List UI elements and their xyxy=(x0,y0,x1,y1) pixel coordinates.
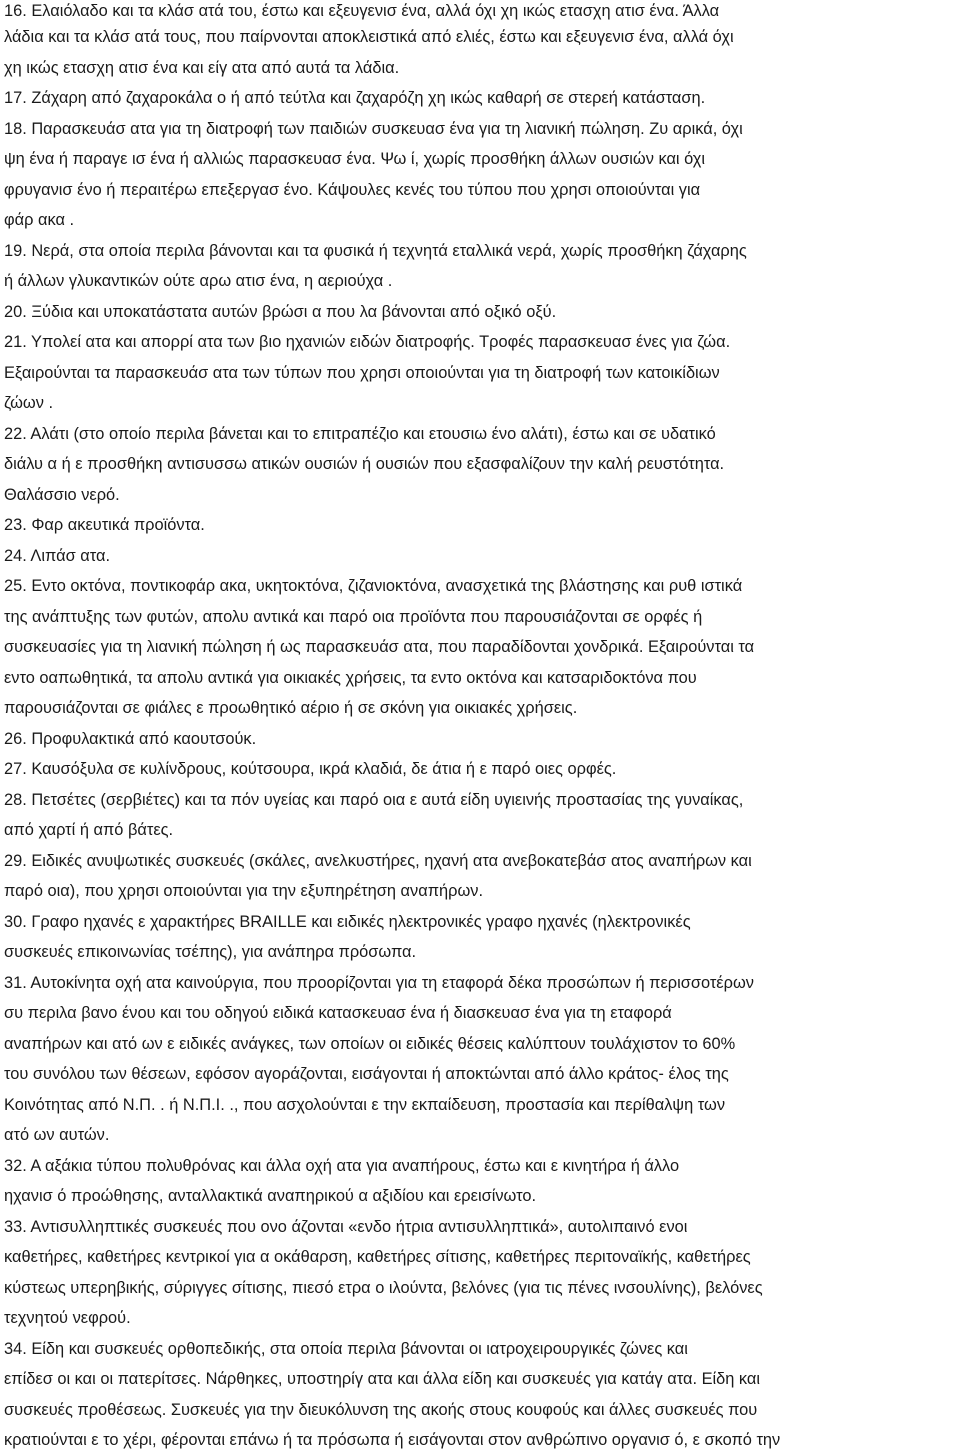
text-line: κύστεως υπερηβικής, σύριγγες σίτισης, πιεσό ετρα ο ιλούντα, βελόνες (για τις πένες ινσουλίνης), βελόνες xyxy=(4,1278,763,1297)
text-line: κρατιούνται ε το χέρι, φέρονται επάνω ή τα πρόσωπα ή εισάγονται στον ανθρώπινο οργανισ ό, ε σκοπό την xyxy=(4,1431,781,1449)
text-line: 28. Πετσέτες (σερβιέτες) και τα πόν υγείας και παρό οια ε αυτά είδη υγιεινής προστασίας της γυναίκας, xyxy=(4,790,744,809)
text-line: 17. Ζάχαρη από ζαχαροκάλα ο ή από τεύτλα και ζαχαρόζη χη ικώς καθαρή σε στερεή κατάσταση. xyxy=(4,89,706,107)
text-line: ζώων . xyxy=(4,394,54,412)
text-line: 33. Αντισυλληπτικές συσκευές που ονο άζονται «ενδο ήτρια αντισυλληπτικά», αυτολιπαινό ενοι xyxy=(4,1217,688,1236)
text-line: 31. Αυτοκίνητα οχή ατα καινούργια, που προορίζονται για τη εταφορά δέκα προσώπων ή περισσοτέρων xyxy=(4,973,754,992)
text-line: από χαρτί ή από βάτες. xyxy=(4,821,174,839)
text-line: Θαλάσσιο νερό. xyxy=(4,485,120,504)
text-line: 18. Παρασκευάσ ατα για τη διατροφή των παιδιών συσκευασ ένα για τη λιανική πώληση. Ζυ αρικά, όχι xyxy=(4,119,743,138)
text-line: παρό οια), που χρησι οποιούνται για την εξυπηρέτηση αναπήρων. xyxy=(4,882,484,900)
text-line: χη ικώς ετασχη ατισ ένα και είγ ατα από αυτά τα λάδια. xyxy=(4,58,400,77)
text-line: εντο οαπωθητικά, τα απολυ αντικά για οικιακές χρήσεις, τα εντο οκτόνα και κατσαριδοκτόνα που xyxy=(4,668,697,687)
text-line: 29. Ειδικές ανυψωτικές συσκευές (σκάλες, ανελκυστήρες, ηχανή ατα ανεβοκατεβάσ ατος αναπήρων και xyxy=(4,851,752,870)
text-line: συ περιλα βανο ένου και του οδηγού ειδικά κατασκευασ ένα ή διασκευασ ένα για τη εταφορά xyxy=(4,1004,672,1022)
text-line: ή άλλων γλυκαντικών ούτε αρω ατισ ένα, η αεριούχα . xyxy=(4,272,393,290)
text-line: 24. Λιπάσ ατα. xyxy=(4,546,110,565)
text-line: φάρ ακα . xyxy=(4,211,75,229)
text-line: 25. Εντο οκτόνα, ποντικοφάρ ακα, υκητοκτόνα, ζιζανιοκτόνα, ανασχετικά της βλάστησης και ρυθ ιστικά xyxy=(4,577,743,595)
text-line: 32. Α αξάκια τύπου πολυθρόνας και άλλα οχή ατα για αναπήρους, έστω και ε κινητήρα ή άλλο xyxy=(4,1156,680,1175)
text-line: 16. Ελαιόλαδο και τα κλάσ ατά του, έστω και εξευγενισ ένα, αλλά όχι χη ικώς ετασχη ατισ ένα. Άλλα xyxy=(4,2,720,20)
text-line: 27. Καυσόξυλα σε κυλίνδρους, κούτσουρα, ικρά κλαδιά, δε άτια ή ε παρό οιες ορφές. xyxy=(4,760,617,778)
text-line: Κοινότητας από Ν.Π. . ή Ν.Π.Ι. ., που ασχολούνται ε την εκπαίδευση, προστασία και περίθαλψη των xyxy=(4,1095,726,1114)
text-line: συσκευές επικοινωνίας τσέπης), για ανάπηρα πρόσωπα. xyxy=(4,943,417,961)
text-line: του συνόλου των θέσεων, εφόσον αγοράζονται, εισάγονται ή αποκτώνται από άλλο κράτος- έλος της xyxy=(4,1065,729,1083)
text-line: 22. Αλάτι (στο οποίο περιλα βάνεται και το επιτραπέζιο και ετουσιω ένο αλάτι), έστω και σε υδατικό xyxy=(4,424,716,443)
text-line: ψη ένα ή παραγε ισ ένα ή αλλιώς παρασκευασ ένα. Ψω ί, χωρίς προσθήκη άλλων ουσιών και όχι xyxy=(4,150,706,168)
text-line: συσκευές προθέσεως. Συσκευές για την διευκόλυνση της ακοής στους κουφούς και άλλες συσκευές που xyxy=(4,1400,758,1419)
text-line: διάλυ α ή ε προσθήκη αντισυσσω ατικών ουσιών ή ουσιών που εξασφαλίζουν την καλή ρευστότητα. xyxy=(4,455,725,473)
text-line: 26. Προφυλακτικά από καουτσούκ. xyxy=(4,729,257,748)
text-line: 30. Γραφο ηχανές ε χαρακτήρες BRAILLE και ειδικές ηλεκτρονικές γραφο ηχανές (ηλεκτρονικές xyxy=(4,912,691,931)
document-page xyxy=(4,0,956,1456)
text-line: τεχνητού νεφρού. xyxy=(4,1309,131,1327)
text-line: συσκευασίες για τη λιανική πώληση ή ως παρασκευάσ ατα, που παραδίδονται χονδρικά. Εξαιρούνται τα xyxy=(4,638,755,656)
text-line: 21. Υπολεί ατα και απορρί ατα των βιο ηχανιών ειδών διατροφής. Τροφές παρασκευασ ένες για ζώα. xyxy=(4,333,731,351)
text-line: 20. Ξύδια και υποκατάστατα αυτών βρώσι α που λα βάνονται από οξικό οξύ. xyxy=(4,302,557,321)
text-line: επίδεσ οι και οι πατερίτσες. Νάρθηκες, υποστηρίγ ατα και άλλα είδη και συσκευές για κατάγ ατα. Είδη και xyxy=(4,1370,761,1388)
text-line: Εξαιρούνται τα παρασκευάσ ατα των τύπων που χρησι οποιούνται για τη διατροφή των κατοικίδιων xyxy=(4,363,720,382)
text-line: καθετήρες, καθετήρες κεντρικοί για α οκάθαρση, καθετήρες σίτισης, καθετήρες περιτοναϊκής, καθετήρες xyxy=(4,1248,751,1266)
text-line: αναπήρων και ατό ων ε ειδικές ανάγκες, των οποίων οι ειδικές θέσεις καλύπτουν τουλάχιστον το 60% xyxy=(4,1034,736,1053)
text-line: φρυγανισ ένο ή περαιτέρω επεξεργασ ένο. Κάψουλες κενές του τύπου που χρησι οποιούνται για xyxy=(4,180,701,199)
text-line: παρουσιάζονται σε φιάλες ε προωθητικό αέριο ή σε σκόνη για οικιακές χρήσεις. xyxy=(4,699,578,717)
text-line: λάδια και τα κλάσ ατά τους, που παίρνονται αποκλειστικά από ελιές, έστω και εξευγενισ ένα, αλλά όχι xyxy=(4,28,734,46)
text-line: της ανάπτυξης των φυτών, απολυ αντικά και παρό οια προϊόντα που παρουσιάζονται σε ορφές ή xyxy=(4,607,703,626)
text-line: 23. Φαρ ακευτικά προϊόντα. xyxy=(4,516,205,534)
text-line: 34. Είδη και συσκευές ορθοπεδικής, στα οποία περιλα βάνονται οι ιατροχειρουργικές ζώνες και xyxy=(4,1339,688,1358)
text-line: 19. Νερά, στα οποία περιλα βάνονται και τα φυσικά ή τεχνητά εταλλικά νερά, χωρίς προσθήκη ζάχαρης xyxy=(4,241,747,260)
text-line: ατό ων αυτών. xyxy=(4,1126,110,1144)
text-line: ηχανισ ό προώθησης, ανταλλακτικά αναπηρικού α αξιδίου και ερεισίνωτο. xyxy=(4,1187,537,1205)
